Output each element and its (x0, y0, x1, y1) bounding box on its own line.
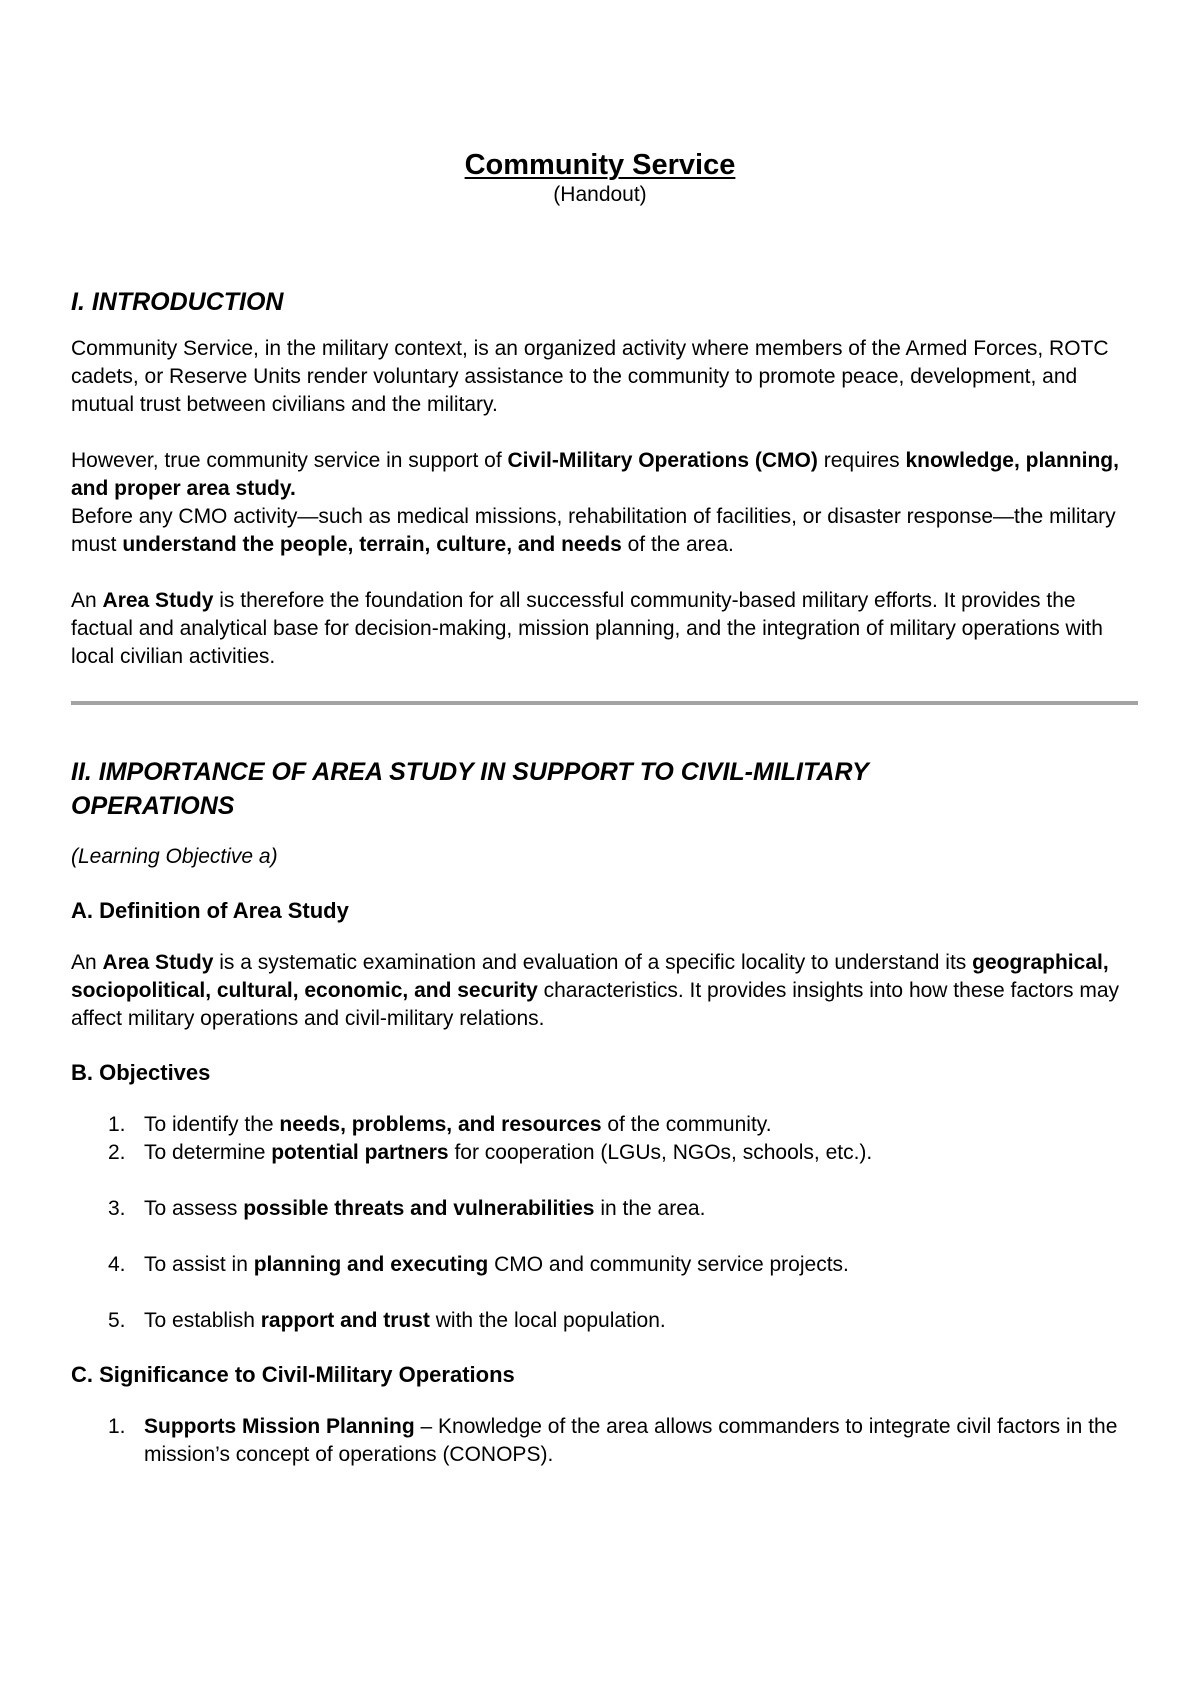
list-text: To determine (144, 1141, 272, 1164)
list-number: 3. (108, 1197, 126, 1220)
list-text: CMO and community service projects. (488, 1253, 849, 1276)
definition-text-a: An (71, 951, 103, 974)
intro-paragraph-3 (71, 503, 1138, 559)
list-text: – Knowledge of the area allows commanders to integrate civil factors in the mission’s concept of operations (CONOPS). (144, 1415, 1118, 1466)
importance-heading-line-2: OPERATIONS (71, 792, 235, 820)
definition-paragraph (71, 949, 1138, 1033)
importance-heading (71, 755, 1138, 823)
intro-p2-bold-knowledge: knowledge, planning, and proper area study. (71, 449, 1119, 500)
intro-p2-text-c: requires (817, 449, 906, 472)
title-block (62, 148, 1138, 208)
list-item (71, 1139, 1138, 1167)
list-bold: rapport and trust (260, 1309, 430, 1332)
list-text: of the community. (601, 1113, 772, 1136)
list-item (71, 1195, 1138, 1223)
definition-bold-area-study: Area Study (102, 951, 214, 974)
list-number: 1. (108, 1113, 126, 1136)
intro-p3-text-c: of the area. (621, 533, 734, 556)
list-item (71, 1307, 1138, 1335)
list-text: for cooperation (LGUs, NGOs, schools, etc.). (448, 1141, 873, 1164)
definition-text-c: is a systematic examination and evaluation of a specific locality to understand its (213, 951, 973, 974)
list-text: in the area. (594, 1197, 706, 1220)
list-number: 5. (108, 1309, 126, 1332)
learning-objective-note: (Learning Objective a) (71, 845, 278, 868)
list-bold: possible threats and vulnerabilities (243, 1197, 595, 1220)
significance-list (71, 1413, 1138, 1469)
list-bold: planning and executing (253, 1253, 489, 1276)
intro-p4-bold: Area Study (102, 589, 214, 612)
intro-p2-bold-cmo: Civil-Military Operations (CMO) (507, 449, 818, 472)
list-text: To establish (144, 1309, 261, 1332)
list-item (71, 1251, 1138, 1279)
document-title: Community Service (464, 149, 736, 181)
definition-bold-characteristics: geographical, sociopolitical, cultural, economic, and security (71, 951, 1109, 1002)
intro-paragraph-1: Community Service, in the military context, is an organized activity where members of the Armed Forces, ROTC cadets, or Reserve Units render voluntary assistance to the community to promote peace, development, and mutual trust between civilians and the military. (71, 337, 1109, 416)
intro-heading: I. INTRODUCTION (71, 288, 284, 316)
list-text: with the local population. (429, 1309, 666, 1332)
intro-p4-text-c: is therefore the foundation for all successful community-based military efforts. It provides the factual and analytical base for decision-making, mission planning, and the integration of military operations with local civilian activities. (71, 589, 1103, 668)
objectives-heading: B. Objectives (71, 1060, 211, 1085)
significance-heading: C. Significance to Civil-Military Operations (71, 1362, 515, 1387)
document-subtitle: (Handout) (553, 183, 647, 206)
objectives-list (71, 1111, 1138, 1335)
list-bold: Supports Mission Planning (144, 1415, 415, 1438)
definition-heading: A. Definition of Area Study (71, 898, 349, 923)
intro-p3-bold: understand the people, terrain, culture, and needs (122, 533, 622, 556)
list-item (71, 1413, 1138, 1469)
intro-paragraph-4 (71, 587, 1138, 671)
list-number: 1. (108, 1415, 126, 1438)
list-item (71, 1111, 1138, 1139)
list-text: To identify the (144, 1113, 280, 1136)
list-number: 4. (108, 1253, 126, 1276)
intro-p3-text-a: Before any CMO activity—such as medical missions, rehabilitation of facilities, or disaster response—the military must (71, 505, 1116, 556)
intro-paragraph-2 (71, 447, 1138, 503)
list-text: To assess (144, 1197, 244, 1220)
list-bold: needs, problems, and resources (279, 1113, 602, 1136)
list-text: To assist in (144, 1253, 254, 1276)
list-bold: potential partners (271, 1141, 449, 1164)
definition-text-e: characteristics. It provides insights into how these factors may affect military operations and civil-military relations. (71, 979, 1120, 1030)
intro-p4-text-a: An (71, 589, 103, 612)
importance-heading-line-1: II. IMPORTANCE OF AREA STUDY IN SUPPORT TO CIVIL-MILITARY (71, 758, 869, 786)
intro-p2-text-a: However, true community service in support of (71, 449, 508, 472)
list-number: 2. (108, 1141, 126, 1164)
